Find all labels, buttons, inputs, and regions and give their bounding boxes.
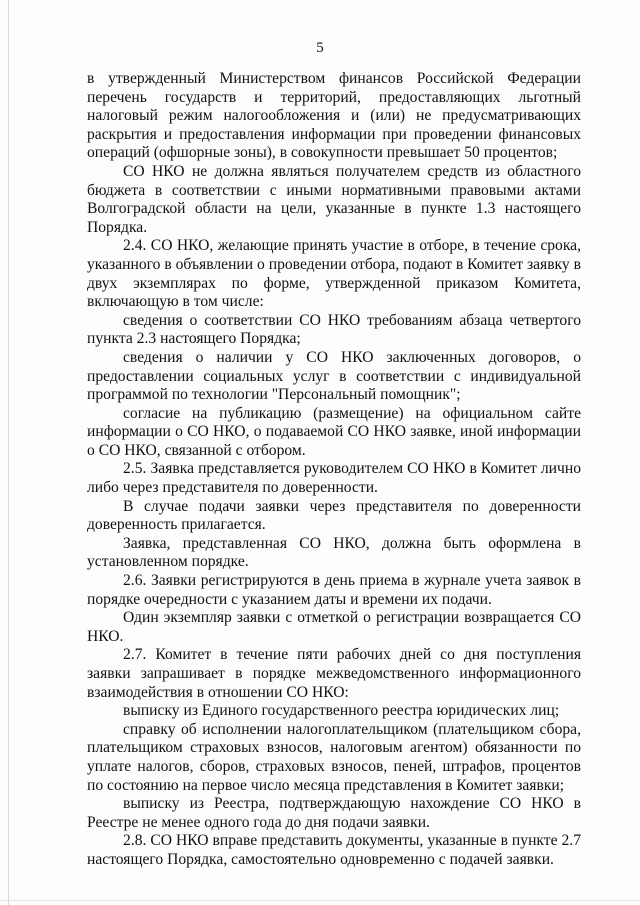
paragraph: сведения о наличии у СО НКО заключенных договоров, о предоставлении социальных услуг в соответствии с индивидуальной программой по технологии "Персональный помощник"; xyxy=(87,348,581,404)
paragraph: СО НКО не должна являться получателем средств из областного бюджета в соответствии с иными нормативными правовыми актами Волгоградской области на цели, указанные в пункте 1.3 настоящего Порядка. xyxy=(87,162,581,236)
paragraph: выписку из Реестра, подтверждающую нахождение СО НКО в Реестре не менее одного года до дня подачи заявки. xyxy=(87,795,581,831)
paragraph: согласие на публикацию (размещение) на официальном сайте информации о СО НКО, о подаваемой СО НКО заявке, иной информации о СО НКО, связанной с отбором. xyxy=(87,404,581,459)
paragraph: Заявка, представленная СО НКО, должна быть оформлена в установленном порядке. xyxy=(87,534,581,571)
paragraph: справку об исполнении налогоплательщиком (плательщиком сбора, плательщиком страховых взносов, налоговым агентом) обязанности по уплате налогов, сборов, страховых взносов, пеней, штрафов, процентов по состоянию на первое число месяца представления в Комитет заявки; xyxy=(87,720,581,794)
paragraph: 2.5. Заявка представляется руководителем СО НКО в Комитет лично либо через представителя по доверенности. xyxy=(87,460,581,497)
paragraph: 2.6. Заявки регистрируются в день приема в журнале учета заявок в порядке очередности с указанием даты и времени их подачи. xyxy=(87,572,581,608)
page-number: 5 xyxy=(316,40,324,56)
paragraph: Один экземпляр заявки с отметкой о регистрации возвращается СО НКО. xyxy=(87,609,581,645)
scan-edge-line xyxy=(8,0,9,905)
paragraph: выписку из Единого государственного реестра юридических лиц; xyxy=(123,702,560,720)
paragraph: 2.4. СО НКО, желающие принять участие в отборе, в течение срока, указанного в объявлении о проведении отбора, подают в Комитет заявку в двух экземплярах по форме, утвержденной приказом Комитета, включающую в том числе: xyxy=(87,237,581,311)
paragraph: сведения о соответствии СО НКО требованиям абзаца четвертого пункта 2.3 настоящего Порядка; xyxy=(87,311,581,348)
paragraph: в утвержденный Министерством финансов Российской Федерации перечень государств и территорий, предоставляющих льготный налоговый режим налогообложения и (или) не предусматривающих раскрытия и предоставления информации при проведении финансовых операций (офшорные зоны), в совокупности превышает 50 процентов; xyxy=(87,70,581,162)
scan-bottom-edge xyxy=(0,900,640,901)
paragraph: В случае подачи заявки через представителя по доверенности доверенность прилагается. xyxy=(87,497,581,534)
document-body xyxy=(87,70,581,870)
paragraph: 2.8. СО НКО вправе представить документы, указанные в пункте 2.7 настоящего Порядка, самостоятельно одновременно с подачей заявки. xyxy=(87,832,581,868)
paragraph: 2.7. Комитет в течение пяти рабочих дней со дня поступления заявки запрашивает в порядке межведомственного информационного взаимодействия в отношении СО НКО: xyxy=(87,646,581,701)
